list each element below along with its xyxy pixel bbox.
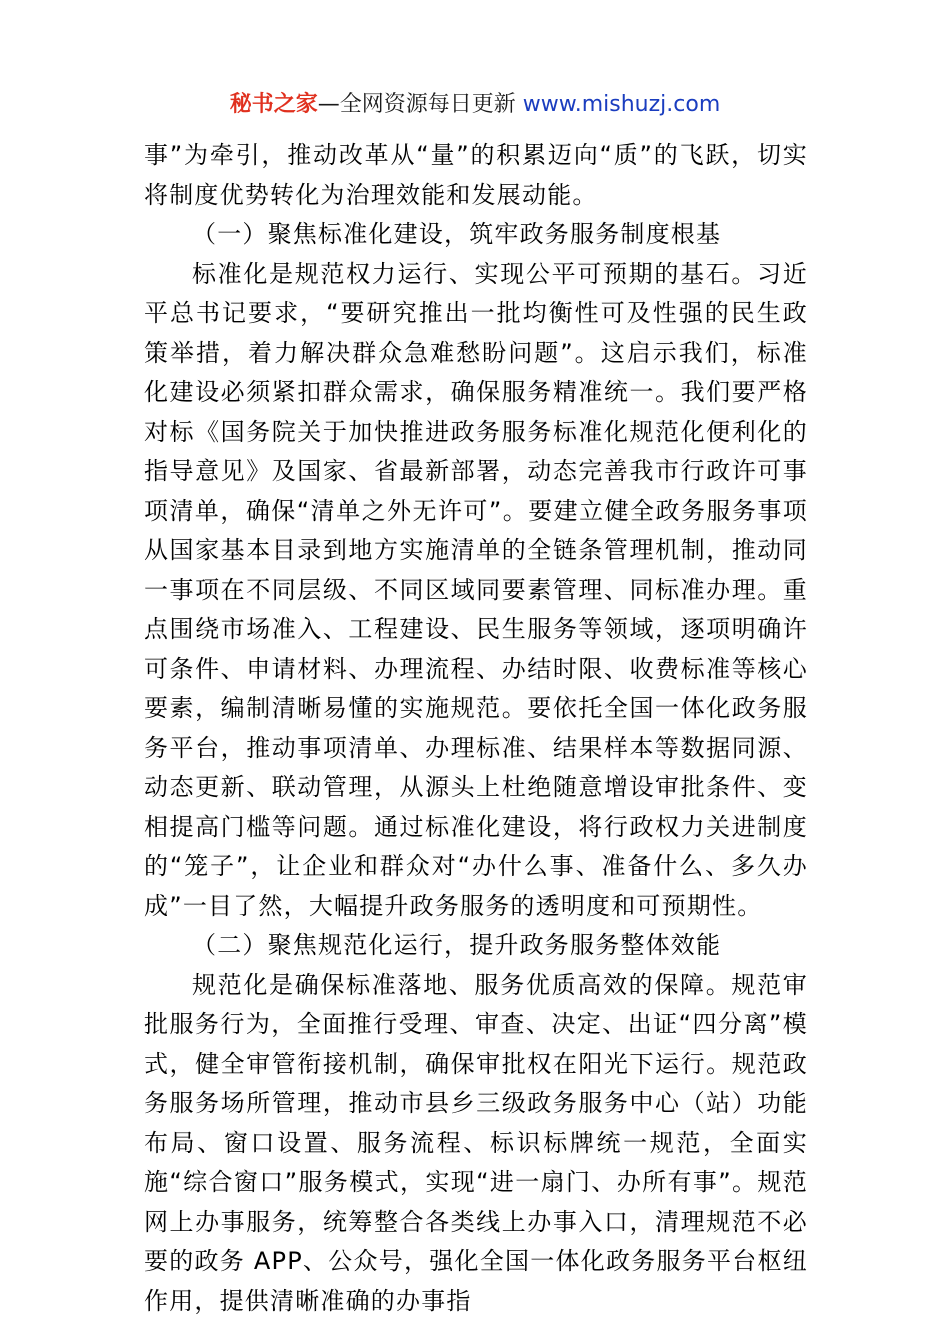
section-heading-2: （二）聚焦规范化运行，提升政务服务整体效能 <box>192 931 722 959</box>
paragraph-continued: 事”为牵引，推动改革从“量”的积累迈向“质”的飞跃，切实将制度优势转化为治理效能和发展动能。 <box>144 141 808 209</box>
site-header <box>0 90 950 120</box>
paragraph-standardization: 标准化是规范权力运行、实现公平可预期的基石。习近平总书记要求，“要研究推出一批均衡性可及性强的民生政策举措，着力解决群众急难愁盼问题”。这启示我们，标准化建设必须紧扣群众需求，确保服务精准统一。我们要严格对标《国务院关于加快推进政务服务标准化规范化便利化的指导意见》及国家、省最新部署，动态完善我市行政许可事项清单，确保“清单之外无许可”。要建立健全政务服务事项从国家基本目录到地方实施清单的全链条管理机制，推动同一事项在不同层级、不同区域同要素管理、同标准办理。重点围绕市场准入、工程建设、民生服务等领域，逐项明确许可条件、申请材料、办理流程、办结时限、收费标准等核心要素，编制清晰易懂的实施规范。要依托全国一体化政务服务平台，推动事项清单、办理标准、结果样本等数据同源、动态更新、联动管理，从源头上杜绝随意增设审批条件、变相提高门槛等问题。通过标准化建设，将行政权力关进制度的“笼子”，让企业和群众对“办什么事、准备什么、多久办成”一目了然，大幅提升政务服务的透明度和可预期性。 <box>144 259 808 920</box>
brand-name: 秘书之家 <box>229 92 318 117</box>
section-heading-1: （一）聚焦标准化建设，筑牢政务服务制度根基 <box>192 220 722 248</box>
paragraph-normalization: 规范化是确保标准落地、服务优质高效的保障。规范审批服务行为，全面推行受理、审查、决定、出证“四分离”模式，健全审管衔接机制，确保审批权在阳光下运行。规范政务服务场所管理，推动市县乡三级政务服务中心（站）功能布局、窗口设置、服务流程、标识标牌统一规范，全面实施“综合窗口”服务模式，实现“进一扇门、办所有事”。规范网上办事服务，统筹整合各类线上办事入口，清理规范不必要的政务 APP、公众号，强化全国一体化政务服务平台枢纽作用，提供清晰准确的办事指 <box>144 970 808 1315</box>
website-link[interactable]: www.mishuzj.com <box>522 92 721 117</box>
header-tagline: —全网资源每日更新 <box>317 92 523 117</box>
document-body <box>144 136 808 1321</box>
